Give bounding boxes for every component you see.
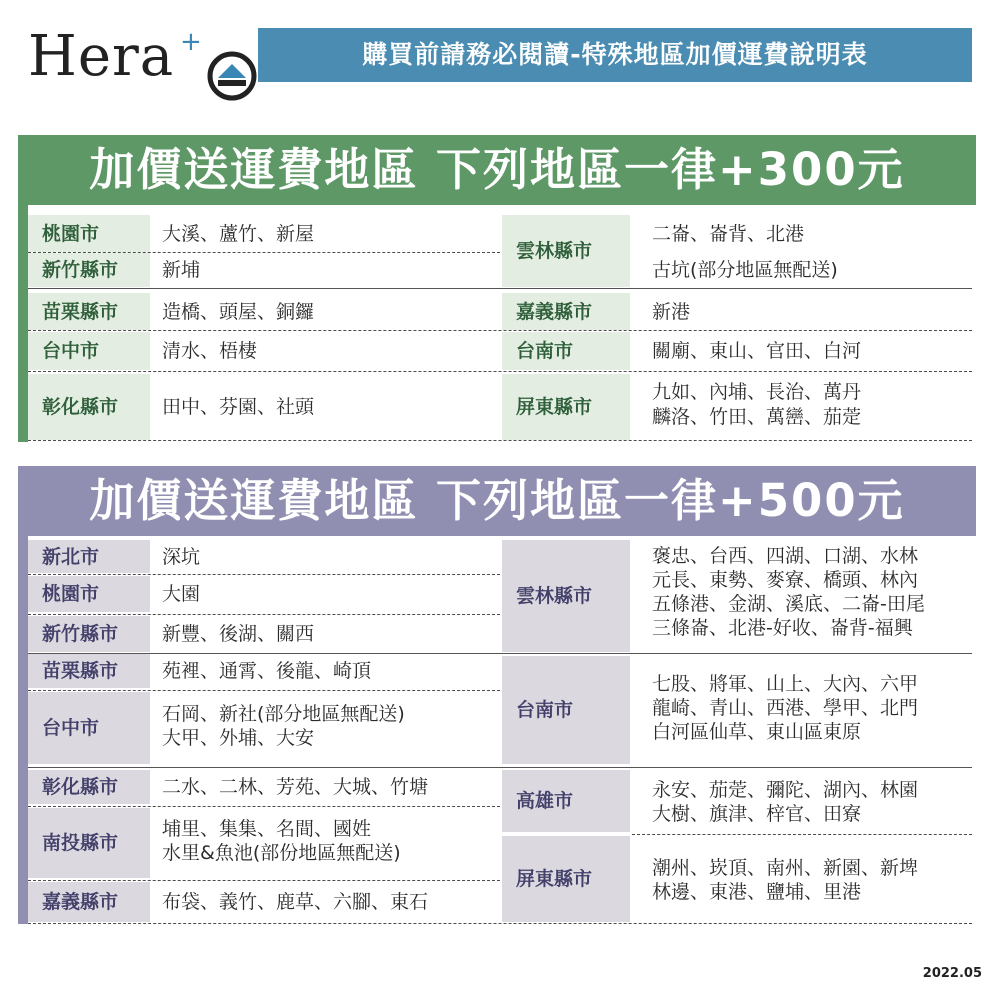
county-label: 台中市: [28, 332, 150, 370]
row-divider: [28, 690, 500, 691]
area-list: 深坑: [162, 545, 201, 568]
county-label: 新北市: [28, 540, 150, 573]
row-divider: [632, 834, 972, 835]
county-label: 彰化縣市: [28, 770, 150, 804]
county-label: 雲林縣市: [502, 215, 630, 287]
row-divider: [28, 574, 500, 575]
county-label: 屏東縣市: [502, 836, 630, 922]
county-label: 桃園市: [28, 576, 150, 612]
area-list: 埔里、集集、名間、國姓: [162, 818, 372, 840]
county-label: 雲林縣市: [502, 540, 630, 652]
county-label: 嘉義縣市: [28, 882, 150, 922]
row-divider: [28, 767, 972, 768]
row-divider: [28, 614, 500, 615]
area-list: 新港: [652, 300, 691, 323]
hera-logo: [28, 22, 243, 92]
area-list: 二水、二林、芳苑、大城、竹塘: [162, 776, 429, 798]
accent-bar-purple: [18, 536, 28, 924]
row-divider: [28, 252, 500, 253]
area-list: 九如、內埔、長治、萬丹: [652, 381, 862, 403]
area-list: 白河區仙草、東山區東原: [652, 721, 862, 743]
county-label: 新竹縣市: [28, 616, 150, 652]
county-label: 新竹縣市: [28, 253, 150, 287]
row-divider: [28, 371, 972, 372]
area-list: 龍崎、青山、西港、學甲、北門: [652, 697, 919, 719]
county-label: 苗栗縣市: [28, 293, 150, 330]
area-list: 二崙、崙背、北港: [652, 223, 805, 245]
county-label: 台南市: [502, 656, 630, 764]
area-list: 五條港、金湖、溪底、二崙-田尾: [652, 593, 925, 615]
area-list: 水里&魚池(部份地區無配送): [162, 842, 401, 864]
area-list: 三條崙、北港-好收、崙背-福興: [652, 617, 913, 639]
area-list: 潮州、崁頂、南州、新園、新埤: [652, 857, 919, 879]
area-list: 關廟、東山、官田、白河: [652, 340, 862, 362]
area-list: 造橋、頭屋、銅鑼: [162, 300, 315, 323]
revision-date: 2022.05: [922, 966, 982, 981]
area-list: 田中、芬園、社頭: [162, 396, 315, 418]
area-list: 苑裡、通霄、後龍、崎頂: [162, 660, 372, 682]
area-list: 褒忠、台西、四湖、口湖、水林: [652, 545, 919, 567]
area-list: 麟洛、竹田、萬巒、茄萣: [652, 406, 862, 428]
county-label: 嘉義縣市: [502, 293, 630, 330]
area-list: 林邊、東港、鹽埔、里港: [652, 881, 862, 903]
area-list: 古坑(部分地區無配送): [652, 259, 838, 281]
row-divider: [28, 880, 500, 881]
area-list: 石岡、新社(部分地區無配送): [162, 703, 405, 725]
area-list: 大樹、旗津、梓官、田寮: [652, 803, 862, 825]
logo-house-icon: [206, 50, 258, 102]
area-list: 新埔: [162, 259, 201, 281]
row-divider: [28, 923, 972, 924]
logo-wordmark: Hera: [28, 24, 175, 89]
area-list: 大溪、蘆竹、新屋: [162, 222, 315, 245]
accent-bar-green: [18, 205, 28, 442]
area-list: 永安、茄萣、彌陀、湖內、林園: [652, 779, 919, 801]
area-list: 布袋、義竹、鹿草、六腳、東石: [162, 891, 429, 913]
county-label: 高雄市: [502, 770, 630, 832]
row-divider: [28, 653, 972, 654]
area-list: 大甲、外埔、大安: [162, 727, 315, 749]
county-label: 彰化縣市: [28, 374, 150, 440]
area-list: 七股、將軍、山上、大內、六甲: [652, 673, 919, 695]
banner-500: 加價送運費地區 下列地區一律+500元: [18, 466, 976, 536]
area-list: 元長、東勢、麥寮、橋頭、林內: [652, 569, 919, 591]
row-divider: [28, 440, 972, 441]
logo-plus-sign: +: [180, 27, 202, 57]
area-list: 清水、梧棲: [162, 340, 258, 362]
county-label: 屏東縣市: [502, 374, 630, 440]
county-label: 苗栗縣市: [28, 654, 150, 688]
area-list: 大園: [162, 583, 201, 605]
page-title: 購買前請務必閱讀-特殊地區加價運費說明表: [258, 28, 972, 82]
banner-300: 加價送運費地區 下列地區一律+300元: [18, 135, 976, 205]
county-label: 桃園市: [28, 215, 150, 252]
county-label: 台中市: [28, 692, 150, 764]
row-divider: [28, 330, 972, 331]
row-divider: [28, 806, 500, 807]
area-list: 新豐、後湖、關西: [162, 623, 315, 645]
county-label: 南投縣市: [28, 808, 150, 878]
county-label: 台南市: [502, 332, 630, 370]
row-divider: [28, 288, 972, 289]
